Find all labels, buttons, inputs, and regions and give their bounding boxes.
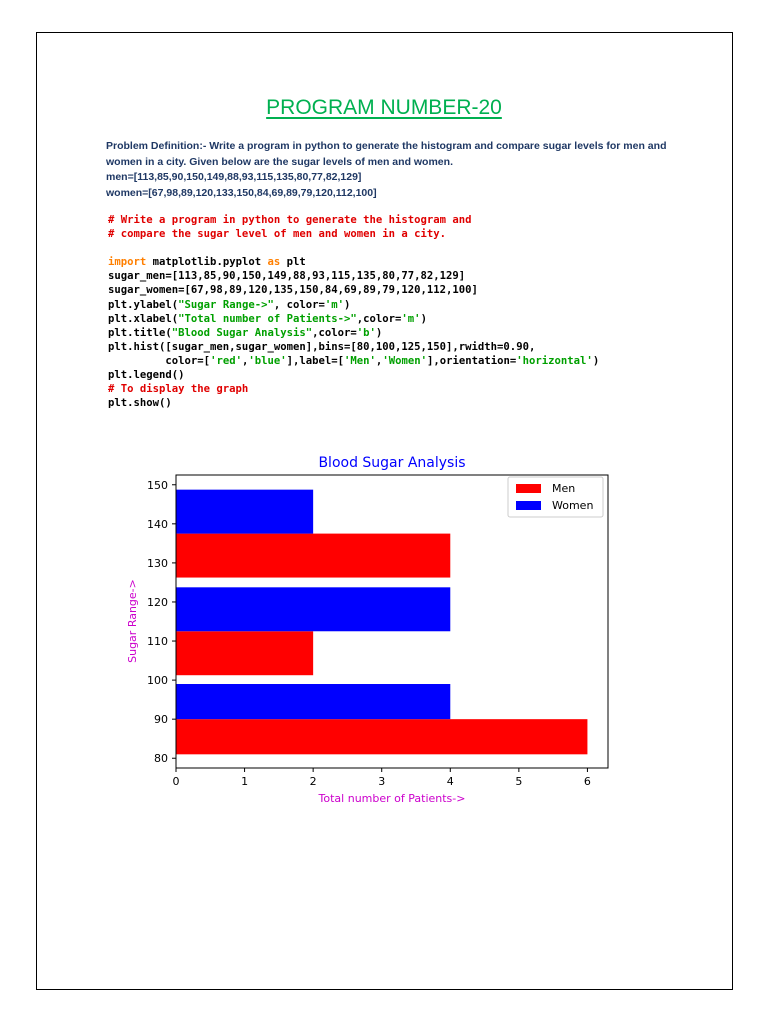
code-text: ,color= [356,312,402,325]
code-text: , [375,354,383,367]
code-text: plt.xlabel( [108,312,179,325]
y-tick-label: 150 [147,478,168,492]
code-string: 'm' [401,312,421,325]
y-tick-label: 80 [154,752,168,766]
code-string: "Sugar Range->" [178,298,274,311]
legend-label-men: Men [552,482,576,495]
code-ylabel-line [108,298,599,312]
code-line: plt.hist([sugar_men,sugar_women],bins=[80,100,125,150],rwidth=0.90, [108,340,536,353]
y-tick-label: 120 [147,595,168,609]
code-hist-line [108,354,599,368]
x-tick-label: 4 [446,775,454,788]
code-string: "Blood Sugar Analysis" [171,326,313,339]
code-text: ) [344,298,351,311]
y-tick-label: 110 [147,635,168,649]
histogram-chart [100,448,630,818]
code-string: "Total number of Patients->" [178,312,357,325]
code-keyword: import [108,256,147,269]
men-data-line: men=[113,85,90,150,149,88,93,115,135,80,77,82,129] [106,171,362,183]
code-comment: # Write a program in python to generate the histogram and [108,214,472,226]
x-tick-label: 5 [515,775,523,788]
bar-women-bin-2 [176,490,313,534]
bar-men-bin-1 [176,631,313,675]
code-string: 'horizontal' [516,354,593,367]
women-data-line: women=[67,98,89,120,133,150,84,69,89,79,120,112,100] [106,186,377,199]
code-text: ) [375,326,383,339]
bar-women-bin-0 [176,684,450,719]
code-import-line [108,255,599,269]
code-line: sugar_women=[67,98,89,120,135,150,84,69,89,79,120,112,100] [108,284,478,297]
code-string: 'm' [324,298,345,311]
code-text: ) [592,354,600,367]
code-text: ],label=[ [286,354,345,367]
code-line: sugar_men=[113,85,90,150,149,88,93,115,135,80,77,82,129] [108,270,466,283]
code-string: 'blue' [248,354,287,367]
legend-label-women: Women [552,499,594,512]
code-comment: # compare the sugar level of men and women in a city. [108,228,447,241]
code-text: ) [420,312,427,325]
code-text: ,color= [312,326,357,339]
code-line: plt.show() [108,397,172,410]
bar-women-bin-1 [176,587,450,631]
x-tick-label: 6 [583,775,591,788]
code-text: plt.ylabel( [108,298,179,311]
problem-definition [106,139,676,201]
x-tick-label: 2 [309,775,317,788]
chart-title: Blood Sugar Analysis [318,455,466,471]
plot-area [176,490,587,755]
code-string: 'b' [356,326,376,339]
code-blank-line [108,241,599,255]
code-string: 'red' [210,354,242,367]
bar-men-bin-0 [176,719,587,754]
x-tick-label: 0 [172,775,180,788]
problem-line: Problem Definition:- Write a program in python to generate the histogram and compare sugar levels for men and [106,140,667,152]
code-text: matplotlib.pyplot [146,256,268,269]
code-title-line [108,326,599,340]
code-comment: # To display the graph [108,383,249,396]
bar-men-bin-2 [176,534,450,578]
y-tick-label: 130 [147,556,168,570]
y-axis-label: Sugar Range-> [126,579,139,663]
code-string: 'Men' [344,354,376,367]
legend [508,477,603,517]
page-title: PROGRAM NUMBER-20 [266,96,502,119]
problem-line: women in a city. Given below are the sugar levels of men and women. [106,155,453,168]
x-tick-label: 3 [378,775,386,788]
code-listing [108,213,599,410]
x-tick-label: 1 [241,775,249,788]
code-text: , [241,354,249,367]
legend-swatch-men [516,484,541,493]
code-text: plt [280,256,306,269]
y-tick-label: 90 [154,713,168,727]
code-text: color=[ [108,354,211,367]
code-text: plt.title( [108,326,172,339]
code-keyword: as [267,256,281,269]
legend-swatch-women [516,501,541,510]
code-line: plt.legend() [108,369,185,382]
code-xlabel-line [108,312,599,326]
code-text: , color= [273,298,325,311]
x-axis-label: Total number of Patients-> [318,792,466,805]
y-tick-label: 140 [147,517,168,531]
code-string: 'Women' [382,354,427,367]
y-tick-label: 100 [147,674,168,688]
code-text: ],orientation= [426,354,517,367]
